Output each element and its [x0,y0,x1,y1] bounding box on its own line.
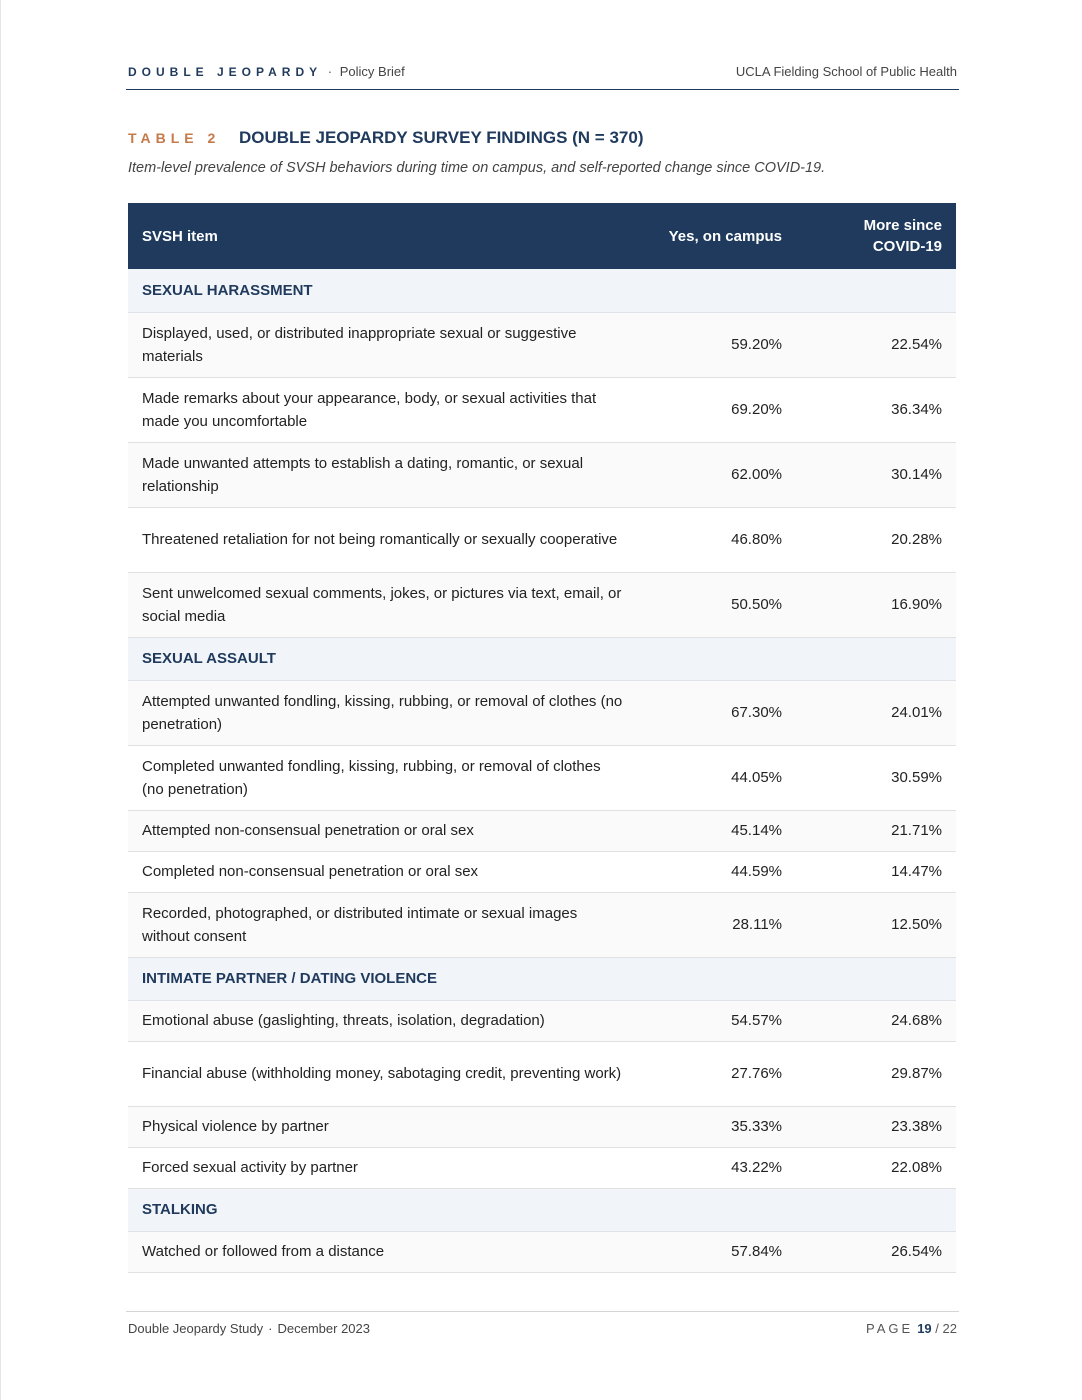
value-more-since-covid: 24.01% [796,680,956,745]
value-more-since-covid: 20.28% [796,507,956,572]
section-row [128,957,956,1000]
value-more-since-covid: 16.90% [796,572,956,637]
column-header-yes-on-campus: Yes, on campus [638,203,796,269]
table-caption [128,128,643,148]
value-more-since-covid: 36.34% [796,377,956,442]
value-yes-on-campus: 59.20% [638,312,796,377]
value-more-since-covid: 22.08% [796,1147,956,1188]
value-yes-on-campus: 27.76% [638,1041,796,1106]
item-description: Displayed, used, or distributed inappropriate sexual or suggestive materials [128,312,638,377]
value-more-since-covid: 26.54% [796,1231,956,1272]
current-page: 19 [917,1321,932,1336]
table-row [128,442,956,507]
value-yes-on-campus: 44.05% [638,745,796,810]
item-description: Made remarks about your appearance, body, or sexual activities that made you uncomfortable [128,377,638,442]
column-header-more-text: More since COVID-19 [863,217,942,255]
value-more-since-covid: 30.14% [796,442,956,507]
table-title: DOUBLE JEOPARDY SURVEY FINDINGS (N = 370) [239,128,644,147]
table-row [128,1147,956,1188]
column-header-item: SVSH item [128,203,638,269]
value-yes-on-campus: 43.22% [638,1147,796,1188]
item-description: Financial abuse (withholding money, sabotaging credit, preventing work) [128,1041,638,1106]
value-more-since-covid: 30.59% [796,745,956,810]
table-subtitle: Item-level prevalence of SVSH behaviors during time on campus, and self-reported change since COVID-19. [128,160,826,176]
section-title: SEXUAL ASSAULT [128,637,956,680]
item-description: Emotional abuse (gaslighting, threats, isolation, degradation) [128,1000,638,1041]
section-title: STALKING [128,1188,956,1231]
value-yes-on-campus: 45.14% [638,810,796,851]
item-description: Threatened retaliation for not being romantically or sexually cooperative [128,507,638,572]
page-footer [126,1311,959,1336]
value-more-since-covid: 21.71% [796,810,956,851]
value-more-since-covid: 24.68% [796,1000,956,1041]
findings-table [128,203,956,1273]
value-yes-on-campus: 69.20% [638,377,796,442]
table-label: TABLE 2 [128,130,221,146]
header-doc-type: Policy Brief [339,64,405,79]
value-more-since-covid: 29.87% [796,1041,956,1106]
page-number [866,1321,957,1336]
column-header-more-since-covid [796,203,956,269]
total-pages: 22 [942,1321,957,1336]
footer-left [128,1321,370,1336]
footer-separator: · [268,1321,273,1336]
table-row [128,312,956,377]
table-row [128,745,956,810]
item-description: Attempted unwanted fondling, kissing, rubbing, or removal of clothes (no penetration) [128,680,638,745]
table-row [128,377,956,442]
item-description: Sent unwelcomed sexual comments, jokes, or pictures via text, email, or social media [128,572,638,637]
item-description: Made unwanted attempts to establish a dating, romantic, or sexual relationship [128,442,638,507]
table-row [128,810,956,851]
item-description: Physical violence by partner [128,1106,638,1147]
table-header-row [128,203,956,269]
header-left [128,64,405,79]
page-word: PAGE [866,1321,914,1336]
value-more-since-covid: 23.38% [796,1106,956,1147]
value-yes-on-campus: 28.11% [638,892,796,957]
page-separator: / [935,1321,939,1336]
item-description: Recorded, photographed, or distributed intimate or sexual images without consent [128,892,638,957]
table-row [128,507,956,572]
item-description: Completed unwanted fondling, kissing, rubbing, or removal of clothes (no penetration) [128,745,638,810]
item-description: Attempted non-consensual penetration or oral sex [128,810,638,851]
table-row [128,1106,956,1147]
value-yes-on-campus: 54.57% [638,1000,796,1041]
item-description: Completed non-consensual penetration or oral sex [128,851,638,892]
header-brand: DOUBLE JEOPARDY [128,65,323,79]
value-more-since-covid: 12.50% [796,892,956,957]
section-row [128,1188,956,1231]
table-row [128,1041,956,1106]
value-yes-on-campus: 62.00% [638,442,796,507]
value-yes-on-campus: 50.50% [638,572,796,637]
table-row [128,1231,956,1272]
header-separator: · [327,64,333,79]
table-row [128,851,956,892]
table-row [128,1000,956,1041]
value-yes-on-campus: 44.59% [638,851,796,892]
value-more-since-covid: 22.54% [796,312,956,377]
value-yes-on-campus: 67.30% [638,680,796,745]
value-more-since-covid: 14.47% [796,851,956,892]
table-row [128,680,956,745]
header-institution: UCLA Fielding School of Public Health [735,64,957,79]
value-yes-on-campus: 57.84% [638,1231,796,1272]
section-title: INTIMATE PARTNER / DATING VIOLENCE [128,957,956,1000]
item-description: Watched or followed from a distance [128,1231,638,1272]
value-yes-on-campus: 46.80% [638,507,796,572]
running-header [126,64,959,90]
table-row [128,892,956,957]
table-row [128,572,956,637]
footer-study: Double Jeopardy Study [128,1321,264,1336]
section-title: SEXUAL HARASSMENT [128,269,956,312]
value-yes-on-campus: 35.33% [638,1106,796,1147]
footer-date: December 2023 [277,1321,370,1336]
section-row [128,269,956,312]
table-body [128,269,956,1272]
item-description: Forced sexual activity by partner [128,1147,638,1188]
section-row [128,637,956,680]
